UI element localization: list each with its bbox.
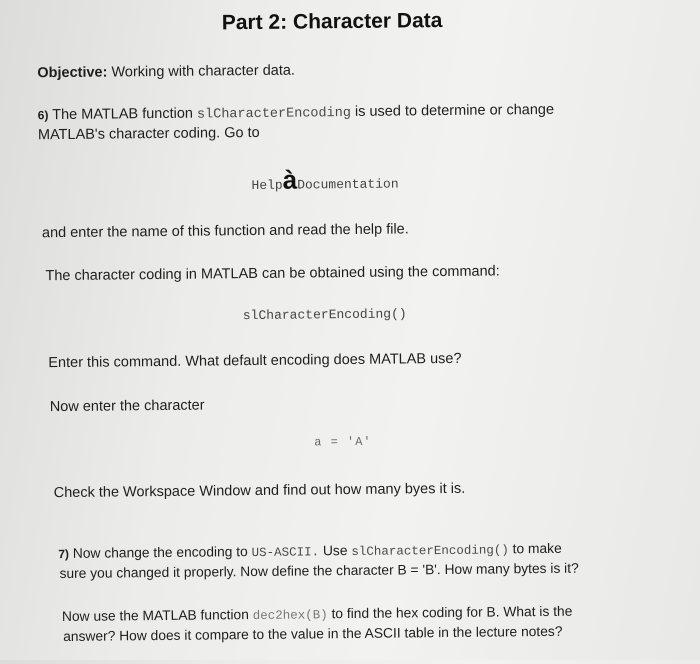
q6-assignment: a = 'A' (314, 434, 372, 450)
q6-now-enter: Now enter the character (49, 397, 205, 416)
q7-line3-post: to find the hex coding for B. What is the (327, 603, 573, 622)
q7-line4: answer? How does it compare to the value in the ASCII table in the lecture notes? (63, 623, 563, 645)
menu-help: Help (251, 177, 283, 194)
page-title: Part 2: Character Data (221, 9, 443, 35)
q7-line1-pre: Now change the encoding to (72, 544, 252, 561)
objective-text: Working with character data. (111, 62, 295, 81)
q6-number: 6) (37, 108, 49, 123)
menu-path (251, 163, 398, 196)
q7-line3-pre: Now use the MATLAB function (61, 607, 253, 625)
q6-line1 (38, 102, 554, 124)
q6-line2: MATLAB's character coding. Go to (37, 124, 260, 144)
q6-enter-name: and enter the name of this function and read the help file. (41, 221, 409, 242)
q6-check-workspace: Check the Workspace Window and find out how many byes it is. (53, 480, 466, 502)
objective-line (37, 63, 295, 82)
q7-function-code: slCharacterEncoding() (351, 543, 509, 559)
q6-coding-text: The character coding in MATLAB can be obtained using the command: (45, 263, 500, 285)
objective-label: Objective: (37, 64, 108, 82)
menu-arrow: à (282, 164, 298, 195)
menu-documentation: Documentation (297, 176, 399, 193)
q6-line1-pre: The MATLAB function (52, 105, 198, 124)
q7-dec2hex-code: dec2hex(B) (252, 608, 328, 624)
q6-enter-command: Enter this command. What default encoding does MATLAB use? (48, 350, 462, 372)
q7-line1-post: to make (508, 540, 562, 557)
q7-line2: sure you changed it properly. Now define the character B = 'B'. How many bytes is it? (59, 560, 579, 582)
q6-line1-post: is used to determine or change (350, 101, 555, 120)
q7-line1-mid: Use (318, 542, 352, 559)
q7-line3 (62, 604, 573, 625)
q7-encoding-code: US-ASCII. (251, 545, 320, 561)
q7-number: 7) (58, 546, 70, 562)
q7-line1 (58, 541, 562, 562)
q6-function-name: slCharacterEncoding (196, 105, 351, 123)
q6-command: slCharacterEncoding() (242, 306, 407, 324)
